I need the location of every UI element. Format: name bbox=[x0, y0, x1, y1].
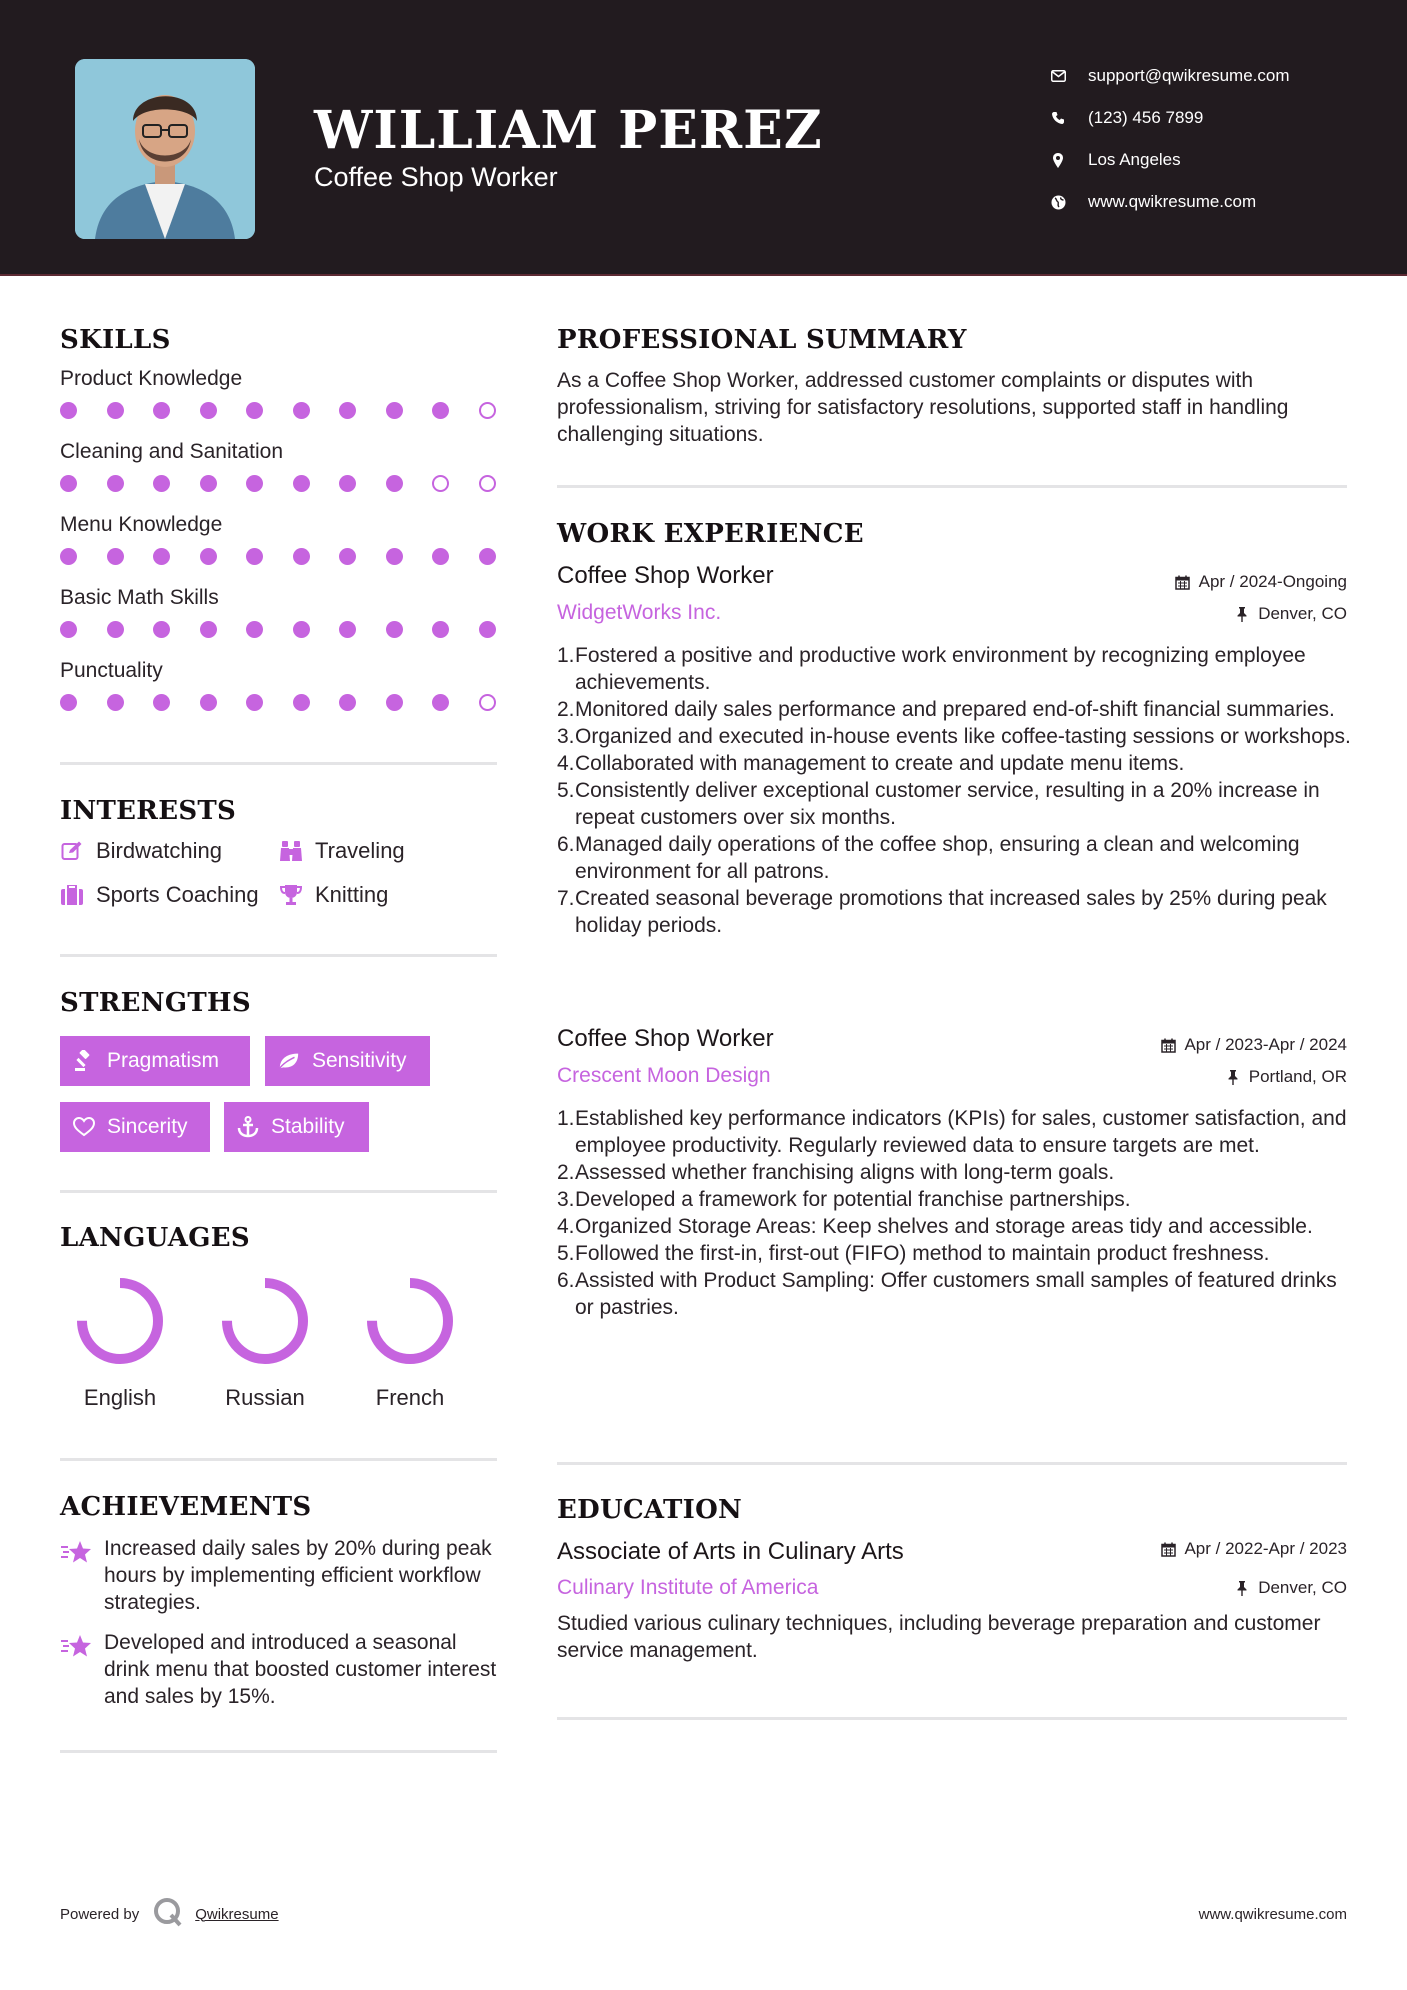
rating-dot-empty bbox=[479, 694, 496, 711]
rating-dot-filled bbox=[246, 621, 263, 638]
skill-item bbox=[60, 513, 500, 565]
contact-location bbox=[1050, 139, 1290, 181]
language-gauge bbox=[219, 1275, 311, 1367]
rating-dot-filled bbox=[293, 475, 310, 492]
rating-dot-filled bbox=[386, 621, 403, 638]
education-description: Studied various culinary techniques, including beverage preparation and customer service management. bbox=[557, 1612, 1321, 1662]
bullet-number: 7. bbox=[557, 887, 575, 910]
rating-dot-filled bbox=[432, 621, 449, 638]
interest-label: Knitting bbox=[315, 882, 389, 907]
language-gauge-arc bbox=[227, 1283, 303, 1359]
rating-dot-filled bbox=[339, 402, 356, 419]
phone-icon bbox=[1050, 110, 1066, 126]
section-divider bbox=[557, 485, 1347, 488]
skill-item bbox=[60, 367, 500, 419]
rating-dot-filled bbox=[200, 621, 217, 638]
binoculars-icon bbox=[279, 839, 303, 863]
calendar-icon bbox=[1175, 574, 1191, 590]
bullet-text: Established key performance indicators (KPIs) for sales, customer satisfaction, and employee productivity. Regularly reviewed data to ensure targets are met. bbox=[575, 1107, 1347, 1157]
job-bullet bbox=[557, 750, 1357, 777]
rating-dot-filled bbox=[153, 694, 170, 711]
section-divider bbox=[557, 1717, 1347, 1720]
gavel-icon bbox=[73, 1050, 95, 1072]
rating-dot-filled bbox=[432, 548, 449, 565]
bullet-text: Developed a framework for potential franchise partnerships. bbox=[575, 1188, 1131, 1211]
strength-tag bbox=[60, 1036, 250, 1086]
rating-dot-filled bbox=[153, 402, 170, 419]
rating-dot-filled bbox=[293, 548, 310, 565]
rating-dot-filled bbox=[339, 694, 356, 711]
rating-dot-filled bbox=[432, 402, 449, 419]
language-item bbox=[205, 1275, 325, 1411]
languages-heading: LANGUAGES bbox=[60, 1223, 250, 1253]
job-dates bbox=[1175, 572, 1347, 592]
company-name: WidgetWorks Inc. bbox=[557, 601, 722, 624]
rating-dot-filled bbox=[107, 621, 124, 638]
bullet-number: 1. bbox=[557, 644, 575, 667]
rating-dot-filled bbox=[246, 694, 263, 711]
leaf-icon bbox=[278, 1050, 300, 1072]
job-location-text: Denver, CO bbox=[1258, 604, 1347, 623]
job-bullet bbox=[557, 696, 1357, 723]
contact-list bbox=[1050, 55, 1290, 223]
skill-name: Basic Math Skills bbox=[60, 586, 219, 609]
contact-website-text: www.qwikresume.com bbox=[1088, 192, 1257, 211]
rating-dot-filled bbox=[60, 621, 77, 638]
skill-rating bbox=[60, 621, 496, 638]
job-dates bbox=[1160, 1035, 1347, 1055]
job-bullet bbox=[557, 723, 1357, 750]
rating-dot-filled bbox=[293, 402, 310, 419]
skill-item bbox=[60, 659, 500, 711]
rating-dot-filled bbox=[107, 548, 124, 565]
bullet-number: 4. bbox=[557, 752, 575, 775]
rating-dot-empty bbox=[432, 475, 449, 492]
bullet-number: 3. bbox=[557, 725, 575, 748]
interest-label: Traveling bbox=[315, 838, 405, 863]
rating-dot-filled bbox=[339, 621, 356, 638]
bullet-text: Fostered a positive and productive work environment by recognizing employee achievements. bbox=[575, 644, 1306, 694]
section-divider bbox=[60, 1190, 497, 1193]
shooting-star-icon bbox=[60, 1629, 94, 1710]
rating-dot-filled bbox=[246, 475, 263, 492]
job-bullet bbox=[557, 1213, 1357, 1240]
contact-website[interactable] bbox=[1050, 181, 1290, 223]
experience-heading: WORK EXPERIENCE bbox=[557, 519, 864, 549]
education-dates bbox=[1160, 1539, 1347, 1559]
interest-item bbox=[60, 838, 222, 864]
job-dates-text: Apr / 2023-Apr / 2024 bbox=[1184, 1035, 1347, 1054]
language-gauge-arc bbox=[82, 1283, 158, 1359]
education-heading: EDUCATION bbox=[557, 1495, 743, 1525]
education-location bbox=[1234, 1578, 1347, 1598]
pencil-square-icon bbox=[60, 839, 84, 863]
bullet-number: 5. bbox=[557, 779, 575, 802]
rating-dot-filled bbox=[386, 475, 403, 492]
education-location-text: Denver, CO bbox=[1258, 1578, 1347, 1597]
pushpin-icon bbox=[1234, 606, 1250, 622]
rating-dot-filled bbox=[153, 548, 170, 565]
rating-dot-filled bbox=[107, 694, 124, 711]
summary-text: As a Coffee Shop Worker, addressed customer complaints or disputes with professionalism, striving for satisfactory resolutions, supported staff in handling challenging situations. bbox=[557, 369, 1289, 446]
rating-dot-filled bbox=[293, 621, 310, 638]
calendar-icon bbox=[1160, 1541, 1176, 1557]
language-gauge-arc bbox=[372, 1283, 448, 1359]
job-bullet bbox=[557, 831, 1357, 885]
achievements-heading: ACHIEVEMENTS bbox=[60, 1492, 312, 1522]
skills-heading: SKILLS bbox=[60, 325, 171, 355]
job-bullet bbox=[557, 777, 1357, 831]
achievement-item bbox=[60, 1629, 500, 1710]
skill-rating bbox=[60, 475, 496, 492]
interest-item bbox=[279, 882, 388, 908]
trophy-icon bbox=[279, 883, 303, 907]
interests-heading: INTERESTS bbox=[60, 796, 237, 826]
rating-dot-filled bbox=[479, 548, 496, 565]
strength-label: Sincerity bbox=[107, 1115, 188, 1138]
achievement-text: Increased daily sales by 20% during peak hours by implementing efficient workflow strategies. bbox=[104, 1537, 492, 1614]
rating-dot-filled bbox=[386, 694, 403, 711]
rating-dot-filled bbox=[107, 475, 124, 492]
skill-name: Menu Knowledge bbox=[60, 513, 223, 536]
rating-dot-filled bbox=[339, 548, 356, 565]
contact-phone[interactable] bbox=[1050, 97, 1290, 139]
rating-dot-filled bbox=[339, 475, 356, 492]
job-location bbox=[1234, 604, 1347, 624]
interest-item bbox=[60, 882, 259, 908]
job-title: Coffee Shop Worker bbox=[557, 1025, 774, 1052]
job-dates-text: Apr / 2024-Ongoing bbox=[1198, 572, 1347, 591]
job-location bbox=[1225, 1067, 1347, 1087]
job-bullet bbox=[557, 885, 1357, 939]
summary-heading: PROFESSIONAL SUMMARY bbox=[557, 325, 967, 355]
interest-label: Sports Coaching bbox=[96, 882, 259, 907]
bullet-text: Organized and executed in-house events like coffee-tasting sessions or workshops. bbox=[575, 725, 1351, 748]
job-bullet bbox=[557, 1267, 1357, 1321]
strength-tag bbox=[265, 1036, 430, 1086]
envelope-icon bbox=[1050, 68, 1066, 84]
section-divider bbox=[60, 954, 497, 957]
skill-rating bbox=[60, 694, 496, 711]
job-bullet bbox=[557, 1186, 1357, 1213]
rating-dot-filled bbox=[60, 548, 77, 565]
calendar-icon bbox=[1160, 1037, 1176, 1053]
powered-by-label: Powered by bbox=[60, 1905, 140, 1923]
bullet-text: Organized Storage Areas: Keep shelves and storage areas tidy and accessible. bbox=[575, 1215, 1313, 1238]
school-name: Culinary Institute of America bbox=[557, 1576, 819, 1599]
job-location-text: Portland, OR bbox=[1248, 1067, 1347, 1086]
skill-rating bbox=[60, 548, 496, 565]
language-item bbox=[60, 1275, 180, 1411]
qwikresume-link[interactable]: Qwikresume bbox=[195, 1905, 279, 1923]
rating-dot-filled bbox=[479, 621, 496, 638]
map-pin-icon bbox=[1050, 152, 1066, 168]
language-name: Russian bbox=[225, 1385, 305, 1410]
job-bullet-list bbox=[557, 642, 1357, 939]
skill-rating bbox=[60, 402, 496, 419]
rating-dot-filled bbox=[432, 694, 449, 711]
job-bullet-list bbox=[557, 1105, 1357, 1321]
rating-dot-filled bbox=[293, 694, 310, 711]
rating-dot-empty bbox=[479, 402, 496, 419]
bullet-text: Collaborated with management to create and update menu items. bbox=[575, 752, 1185, 775]
rating-dot-filled bbox=[386, 402, 403, 419]
bullet-text: Assessed whether franchising aligns with long-term goals. bbox=[575, 1161, 1115, 1184]
bullet-text: Consistently deliver exceptional customer service, resulting in a 20% increase in repeat customers over six months. bbox=[575, 779, 1320, 829]
job-bullet bbox=[557, 1105, 1357, 1159]
job-title: Coffee Shop Worker bbox=[557, 562, 774, 589]
rating-dot-filled bbox=[60, 694, 77, 711]
skill-name: Punctuality bbox=[60, 659, 163, 682]
bullet-text: Managed daily operations of the coffee shop, ensuring a clean and welcoming environment for all patrons. bbox=[575, 833, 1300, 883]
skill-item bbox=[60, 586, 500, 638]
section-divider bbox=[60, 1750, 497, 1753]
language-gauge bbox=[364, 1275, 456, 1367]
contact-location-text: Los Angeles bbox=[1088, 150, 1181, 169]
strength-label: Pragmatism bbox=[107, 1049, 220, 1072]
rating-dot-filled bbox=[386, 548, 403, 565]
heart-icon bbox=[73, 1116, 95, 1138]
section-divider bbox=[557, 1462, 1347, 1465]
job-bullet bbox=[557, 1159, 1357, 1186]
rating-dot-filled bbox=[200, 548, 217, 565]
skill-item bbox=[60, 440, 500, 492]
bullet-text: Created seasonal beverage promotions that increased sales by 25% during peak holiday periods. bbox=[575, 887, 1327, 937]
achievement-text: Developed and introduced a seasonal drink menu that boosted customer interest and sales by 15%. bbox=[104, 1631, 497, 1708]
language-name: French bbox=[375, 1385, 445, 1410]
job-bullet bbox=[557, 1240, 1357, 1267]
contact-email[interactable] bbox=[1050, 55, 1290, 97]
bullet-number: 3. bbox=[557, 1188, 575, 1211]
skill-name: Cleaning and Sanitation bbox=[60, 440, 284, 463]
pushpin-icon bbox=[1234, 1580, 1250, 1596]
bullet-number: 5. bbox=[557, 1242, 575, 1265]
bullet-text: Followed the first-in, first-out (FIFO) method to maintain product freshness. bbox=[575, 1242, 1270, 1265]
strength-tag bbox=[60, 1102, 210, 1152]
section-divider bbox=[60, 762, 497, 765]
bullet-number: 1. bbox=[557, 1107, 575, 1130]
rating-dot-empty bbox=[479, 475, 496, 492]
globe-icon bbox=[1050, 194, 1066, 210]
skill-name: Product Knowledge bbox=[60, 367, 243, 390]
rating-dot-filled bbox=[200, 402, 217, 419]
profile-photo bbox=[75, 59, 255, 239]
qwikresume-logo-icon bbox=[153, 1897, 183, 1931]
interest-item bbox=[279, 838, 405, 864]
bullet-number: 2. bbox=[557, 1161, 575, 1184]
footer-website[interactable]: www.qwikresume.com bbox=[1198, 1906, 1347, 1923]
rating-dot-filled bbox=[246, 548, 263, 565]
shooting-star-icon bbox=[60, 1535, 94, 1616]
bullet-number: 2. bbox=[557, 698, 575, 721]
rating-dot-filled bbox=[107, 402, 124, 419]
language-gauge bbox=[74, 1275, 166, 1367]
interest-label: Birdwatching bbox=[96, 838, 222, 863]
language-item bbox=[350, 1275, 470, 1411]
company-name: Crescent Moon Design bbox=[557, 1064, 771, 1087]
strengths-heading: STRENGTHS bbox=[60, 988, 251, 1018]
bullet-text: Assisted with Product Sampling: Offer customers small samples of featured drinks or pastries. bbox=[575, 1269, 1337, 1319]
contact-email-text: support@qwikresume.com bbox=[1088, 66, 1290, 85]
contact-phone-text: (123) 456 7899 bbox=[1088, 108, 1204, 127]
bullet-text: Monitored daily sales performance and prepared end-of-shift financial summaries. bbox=[575, 698, 1335, 721]
education-dates-text: Apr / 2022-Apr / 2023 bbox=[1184, 1539, 1347, 1558]
strength-label: Stability bbox=[271, 1115, 345, 1138]
rating-dot-filled bbox=[60, 475, 77, 492]
achievement-item bbox=[60, 1535, 500, 1616]
anchor-icon bbox=[237, 1116, 259, 1138]
language-name: English bbox=[83, 1385, 157, 1410]
strength-label: Sensitivity bbox=[312, 1049, 407, 1072]
rating-dot-filled bbox=[246, 402, 263, 419]
bullet-number: 6. bbox=[557, 1269, 575, 1292]
section-divider bbox=[60, 1458, 497, 1461]
rating-dot-filled bbox=[153, 621, 170, 638]
bullet-number: 4. bbox=[557, 1215, 575, 1238]
rating-dot-filled bbox=[200, 475, 217, 492]
degree-title: Associate of Arts in Culinary Arts bbox=[557, 1538, 904, 1565]
candidate-title: Coffee Shop Worker bbox=[314, 162, 558, 192]
strength-tag bbox=[224, 1102, 369, 1152]
suitcase-icon bbox=[60, 883, 84, 907]
rating-dot-filled bbox=[60, 402, 77, 419]
pushpin-icon bbox=[1225, 1069, 1241, 1085]
rating-dot-filled bbox=[200, 694, 217, 711]
bullet-number: 6. bbox=[557, 833, 575, 856]
rating-dot-filled bbox=[153, 475, 170, 492]
footer-powered-by bbox=[60, 1897, 279, 1931]
job-bullet bbox=[557, 642, 1357, 696]
resume-header bbox=[0, 0, 1407, 276]
candidate-name: WILLIAM PEREZ bbox=[314, 100, 823, 161]
